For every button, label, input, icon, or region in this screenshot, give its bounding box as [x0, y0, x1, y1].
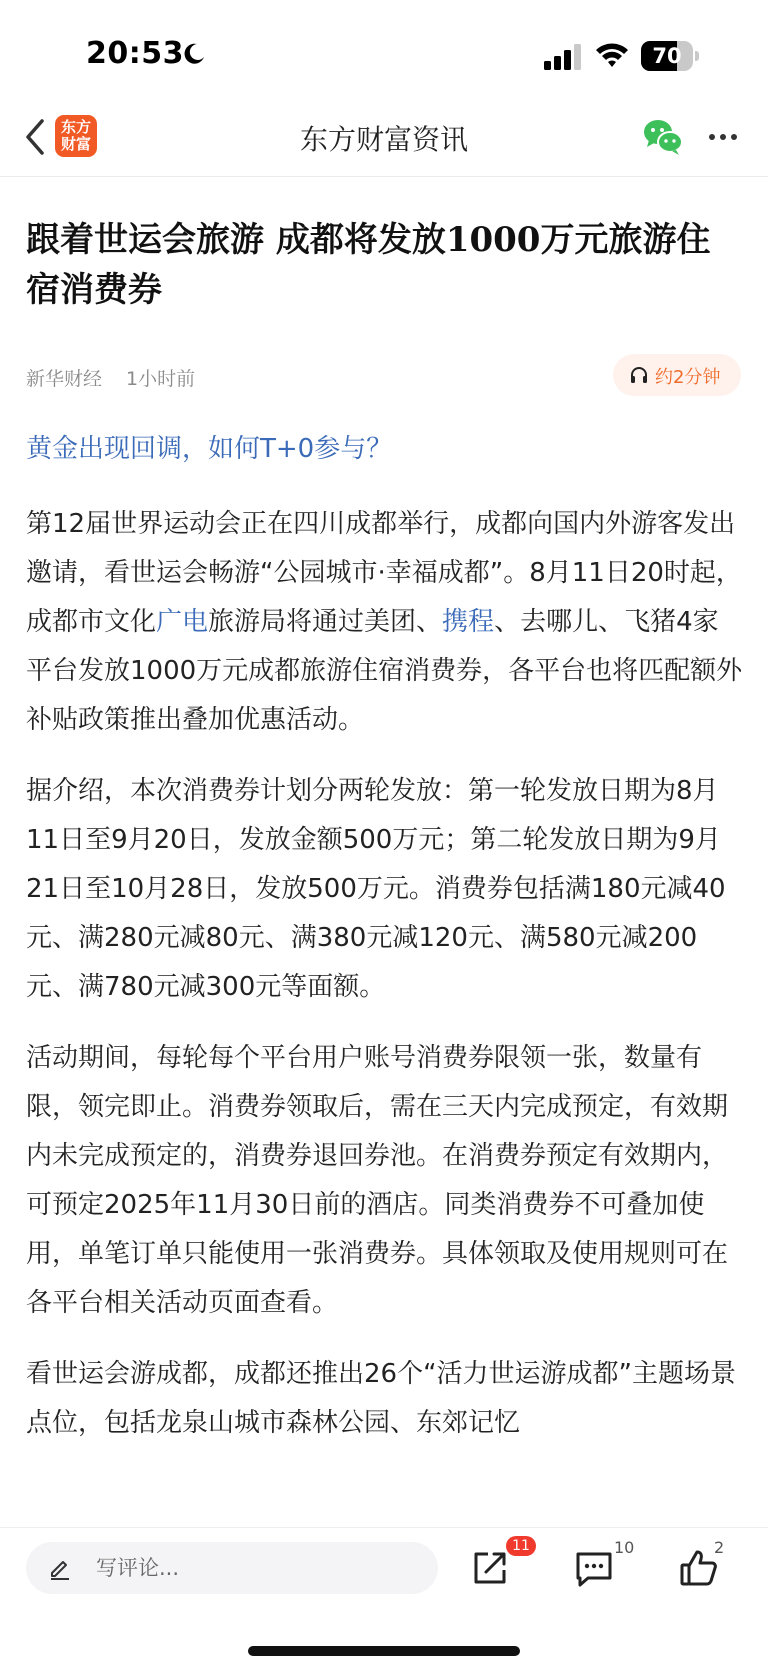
paragraph-1-text-a: 第12届世界运动会正在四川成都举行，成都向国内外游客发出邀请，看世运会畅游“公园城市·幸福成都”。8月11日20时起，成都市文化: [26, 509, 742, 637]
like-count: 2: [714, 1538, 725, 1557]
nav-title: 东方财富资讯: [299, 123, 468, 156]
status-bar: [0, 0, 768, 100]
moon-icon: [182, 42, 206, 66]
more-icon[interactable]: [708, 132, 738, 142]
battery-icon: [641, 41, 699, 71]
paragraph-3: 活动期间，每轮每个平台用户账号消费券限领一张，数量有限，领完即止。消费券领取后，需在三天内完成预定，有效期内未完成预定的，消费券退回券池。在消费券预定有效期内，可预定2025年11月30日前的酒店。同类消费券不可叠加使用，单笔订单只能使用一张消费券。具体领取及使用规则可在各平台相关活动页面查看。: [26, 1043, 729, 1318]
listen-button[interactable]: [613, 354, 741, 396]
headphone-icon: [629, 365, 649, 385]
paragraph-1-text-b: 旅游局将通过美团、: [208, 607, 443, 637]
wifi-icon: [594, 40, 630, 70]
listen-duration: 约2分钟: [655, 367, 721, 388]
keyword-link-xiecheng[interactable]: 携程: [442, 607, 495, 637]
promo-link[interactable]: 黄金出现回调，如何T+0参与？: [26, 434, 393, 464]
wechat-icon[interactable]: [643, 118, 683, 156]
battery-body: [641, 41, 693, 71]
paragraph-1: [26, 500, 744, 745]
article-body: [26, 500, 744, 1470]
article-title: 跟着世运会旅游 成都将发放1000万元旅游住宿消费券: [26, 220, 711, 310]
app-logo-text: 东方财富: [60, 118, 91, 153]
pen-icon: [48, 1556, 72, 1580]
signal-icon: [544, 44, 582, 70]
battery-level: 70: [652, 44, 682, 68]
comment-input[interactable]: [26, 1542, 438, 1594]
keyword-link-guangdian[interactable]: 广电: [156, 607, 209, 637]
home-indicator[interactable]: [248, 1646, 520, 1656]
comment-count: 10: [614, 1538, 635, 1557]
paragraph-4: 看世运会游成都，成都还推出26个“活力世运游成都”主题场景点位，包括龙泉山城市森林公园、东郊记忆: [26, 1359, 737, 1438]
status-time: 20:53: [86, 36, 184, 71]
nav-bar: [0, 100, 768, 177]
article-time: 1小时前: [126, 368, 196, 390]
like-icon[interactable]: [679, 1548, 719, 1588]
paragraph-2: 据介绍，本次消费券计划分两轮发放：第一轮发放日期为8月11日至9月20日，发放金额500万元；第二轮发放日期为9月21日至10月28日，发放500万元。消费券包括满180元减40元、满280元减80元、满380元减120元、满580元减200元、满780元减300元等面额。: [26, 776, 726, 1002]
article-source[interactable]: 新华财经: [26, 368, 103, 390]
bottom-toolbar: [0, 1527, 768, 1669]
paragraph-1-text-c: 、去哪儿、飞猪4家平台发放1000万元成都旅游住宿消费券，各平台也将匹配额外补贴政策推出叠加优惠活动。: [26, 607, 743, 735]
share-badge: 11: [506, 1536, 536, 1556]
comment-icon[interactable]: [574, 1550, 614, 1588]
battery-cap: [695, 51, 699, 61]
share-icon[interactable]: [470, 1548, 510, 1588]
